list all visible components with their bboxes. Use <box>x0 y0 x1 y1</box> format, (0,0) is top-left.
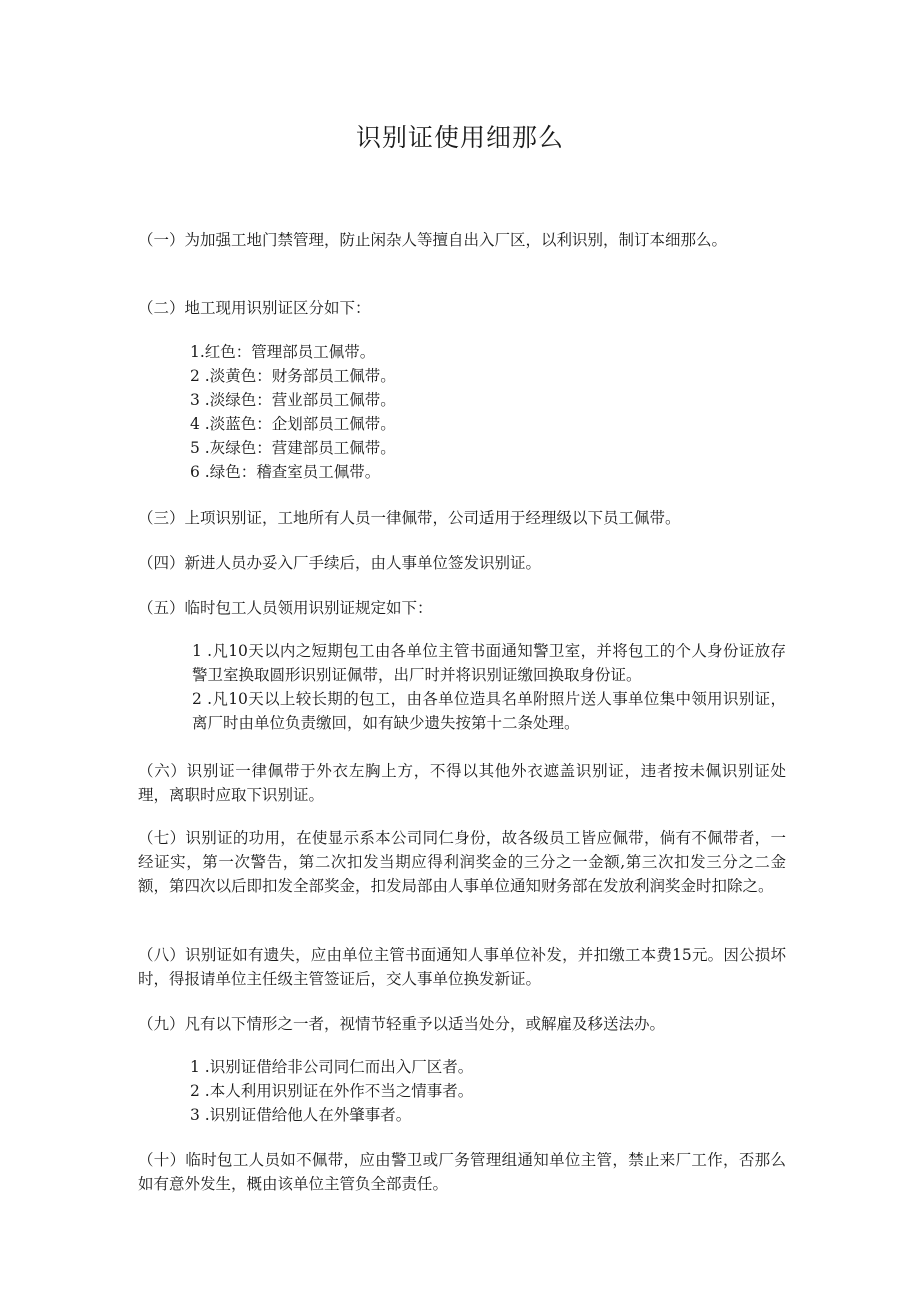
clause-2-list <box>190 340 790 484</box>
list-item: 2 .凡10天以上较长期的包工，由各单位造具名单附照片送人事单位集中领用识别证，离厂时由单位负责缴回，如有缺少遗失按第十二条处理。 <box>192 690 786 732</box>
clause-8: （八）识别证如有遗失，应由单位主管书面通知人事单位补发，并扣缴工本费15元。因公损坏时，得报请单位主任级主管签证后，交人事单位换发新证。 <box>138 946 786 988</box>
list-item: 6 .绿色：稽查室员工佩带。 <box>190 463 381 481</box>
list-item: 1.红色：管理部员工佩带。 <box>190 343 376 361</box>
list-item: 1 .识别证借给非公司同仁而出入厂区者。 <box>190 1058 474 1076</box>
clause-5-list <box>192 639 786 735</box>
list-item: 2 .本人利用识别证在外作不当之情事者。 <box>190 1082 474 1100</box>
clause-9: （九）凡有以下情形之一者，视情节轻重予以适当处分，或解雇及移送法办。 <box>138 1015 666 1033</box>
list-item: 5 .灰绿色：营建部员工佩带。 <box>190 439 396 457</box>
list-item: 2 .淡黄色：财务部员工佩带。 <box>190 367 396 385</box>
list-item: 3 .淡绿色：营业部员工佩带。 <box>190 391 396 409</box>
clause-4: （四）新进人员办妥入厂手续后，由人事单位签发识别证。 <box>138 554 542 572</box>
clause-9-list <box>190 1055 790 1127</box>
clause-7: （七）识别证的功用，在使显示系本公司同仁身份，故各级员工皆应佩带，倘有不佩带者，一经证实，第一次警告，第二次扣发当期应得利润奖金的三分之一金额,第三次扣发三分之二金额，第四次以后即扣发全部奖金，扣发局部由人事单位通知财务部在发放利润奖金时扣除之。 <box>138 829 786 895</box>
clause-3: （三）上项识别证，工地所有人员一律佩带，公司适用于经理级以下员工佩带。 <box>138 509 681 527</box>
clause-2: （二）地工现用识别证区分如下： <box>138 299 371 317</box>
clause-5: （五）临时包工人员领用识别证规定如下： <box>138 599 433 617</box>
document-title: 识别证使用细那么 <box>355 123 564 152</box>
clause-10: （十）临时包工人员如不佩带，应由警卫或厂务管理组通知单位主管，禁止来厂工作，否那么如有意外发生，概由该单位主管负全部责任。 <box>138 1151 786 1193</box>
list-item: 3 .识别证借给他人在外肇事者。 <box>190 1106 412 1124</box>
list-item: 4 .淡蓝色：企划部员工佩带。 <box>190 415 396 433</box>
clause-6: （六）识别证一律佩带于外衣左胸上方，不得以其他外衣遮盖识别证，违者按未佩识别证处理，离职时应取下识别证。 <box>138 762 786 804</box>
clause-1: （一）为加强工地门禁管理，防止闲杂人等擅自出入厂区，以利识别，制订本细那么。 <box>138 231 728 249</box>
list-item: 1 .凡10天以内之短期包工由各单位主管书面通知警卫室，并将包工的个人身份证放存警卫室换取圆形识别证佩带，出厂时并将识别证缴回换取身份证。 <box>192 642 786 684</box>
